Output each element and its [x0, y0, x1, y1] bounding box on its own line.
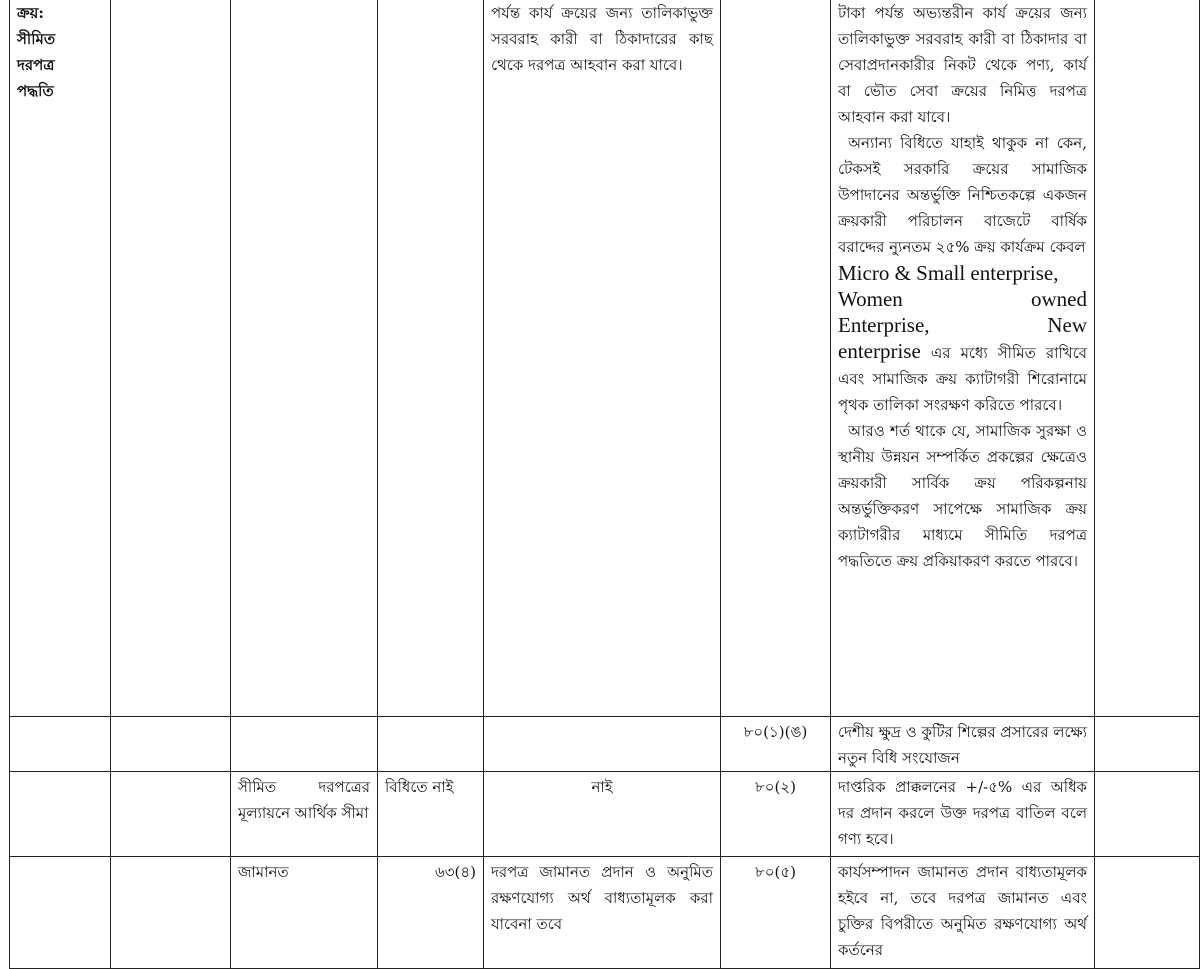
new-rule-number: ৮০(১)(ঙ): [721, 716, 831, 771]
empty-cell: [1095, 0, 1200, 716]
old-rule-text: পর্যন্ত কার্য ক্রয়ের জন্য তালিকাভুক্ত সরবরাহ কারী বা ঠিকাদারের কাছ থেকে দরপত্র আহবান করা যাবে।: [491, 4, 713, 74]
empty-cell: [378, 716, 484, 771]
empty-cell: [231, 716, 378, 771]
empty-cell: [10, 856, 111, 968]
english-word: owned: [1031, 287, 1087, 311]
empty-cell: [378, 0, 484, 716]
subject-cell: জামানত: [231, 856, 378, 968]
empty-cell: [721, 0, 831, 716]
english-phrase-row: [838, 286, 1087, 312]
method-title-line: সীমিত: [17, 30, 56, 48]
old-rule-number: বিধিতে নাই: [378, 771, 484, 856]
method-title-line: পদ্ধতি: [17, 82, 54, 100]
table-row: [10, 716, 1200, 771]
english-word: Enterprise,: [838, 313, 930, 337]
new-rule-number: ৮০(২): [721, 771, 831, 856]
new-rule-paragraph-tail: এর মধ্যে সীমিত রাখিবে এবং সামাজিক ক্রয় ক্যাটাগরী শিরোনামে পৃথক তালিকা সংরক্ষণ করিতে পারবে।: [838, 344, 1087, 414]
old-rule-number: ৬৩(৪): [378, 856, 484, 968]
new-rule-text: কার্যসম্পাদন জামানত প্রদান বাধ্যতামূলক হইবে না, তবে দরপত্র জামানত এবং চুক্তির বিপরীতে অনুমিত রক্ষণযোগ্য অর্থ কর্তনের: [831, 856, 1095, 968]
english-word: enterprise: [838, 339, 921, 363]
empty-cell: [484, 716, 721, 771]
empty-cell: [111, 856, 231, 968]
new-rule-number: ৮০(৫): [721, 856, 831, 968]
english-word: Women: [838, 287, 903, 311]
empty-cell: [111, 0, 231, 716]
method-title-line: দরপত্র: [17, 56, 55, 74]
english-phrase: Micro & Small enterprise,: [838, 261, 1059, 285]
old-rule-text: নাই: [484, 771, 721, 856]
table-row: [10, 0, 1200, 716]
empty-cell: [1095, 716, 1200, 771]
new-rule-paragraph: অন্যান্য বিধিতে যাহাই থাকুক না কেন, টেকসই সরকারি ক্রয়ের সামাজিক উপাদানের অন্তর্ভুক্তি নিশ্চিতকল্পে একজন ক্রয়কারী পরিচালন বাজেটে বার্ষিক বরাদ্দের ন্যুনতম ২৫% ক্রয় কার্যক্রম কেবল: [838, 134, 1087, 256]
table-row: [10, 771, 1200, 856]
old-rule-text: দরপত্র জামানত প্রদান ও অনুমিত রক্ষণযোগ্য অর্থ বাধ্যতামূলক করা যাবেনা তবে: [484, 856, 721, 968]
new-rule-text: দাপ্তরিক প্রাক্কলনের +/-৫% এর অধিক দর প্রদান করলে উক্ত দরপত্র বাতিল বলে গণ্য হবে।: [831, 771, 1095, 856]
new-rule-paragraph: টাকা পর্যন্ত অভ্যন্তরীন কার্য ক্রয়ের জন্য তালিকাভুক্ত সরবরাহ কারী বা ঠিকাদার বা সেবাপ্রদানকারীর নিকট থেকে পণ্য, কার্য বা ভৌত সেবা ক্রয়ের নিমিত্ত দরপত্র আহবান করা যাবে।: [838, 4, 1087, 126]
table-row: [10, 856, 1200, 968]
english-word: New: [1047, 313, 1087, 337]
old-rule-text-cell: [484, 0, 721, 716]
comparison-table: [9, 0, 1200, 969]
method-title-line: ক্রয়:: [17, 4, 44, 22]
new-rule-paragraph: আরও শর্ত থাকে যে, সামাজিক সুরক্ষা ও স্থানীয় উন্নয়ন সম্পর্কিত প্রকল্পের ক্ষেত্রেও ক্রয়কারী সার্বিক ক্রয় পরিকল্পনায় অন্তর্ভুক্তিকরণ সাপেক্ষে সামাজিক ক্রয় ক্যাটাগরীর মাধ্যমে সীমিতি দরপত্র পদ্ধতিতে ক্রয় প্রকিয়াকরণ করতে পারবে।: [838, 422, 1087, 570]
empty-cell: [111, 716, 231, 771]
empty-cell: [231, 0, 378, 716]
empty-cell: [10, 716, 111, 771]
empty-cell: [111, 771, 231, 856]
english-phrase-row: [838, 312, 1087, 338]
subject-cell: সীমিত দরপত্রের মূল্যায়নে আর্থিক সীমা: [231, 771, 378, 856]
method-title-cell: [10, 0, 111, 716]
new-rule-text-cell: [831, 0, 1095, 716]
new-rule-text: দেশীয় ক্ষুদ্র ও কুটির শিল্পের প্রসারের লক্ষ্যে নতুন বিধি সংযোজন: [831, 716, 1095, 771]
empty-cell: [1095, 856, 1200, 968]
empty-cell: [10, 771, 111, 856]
empty-cell: [1095, 771, 1200, 856]
